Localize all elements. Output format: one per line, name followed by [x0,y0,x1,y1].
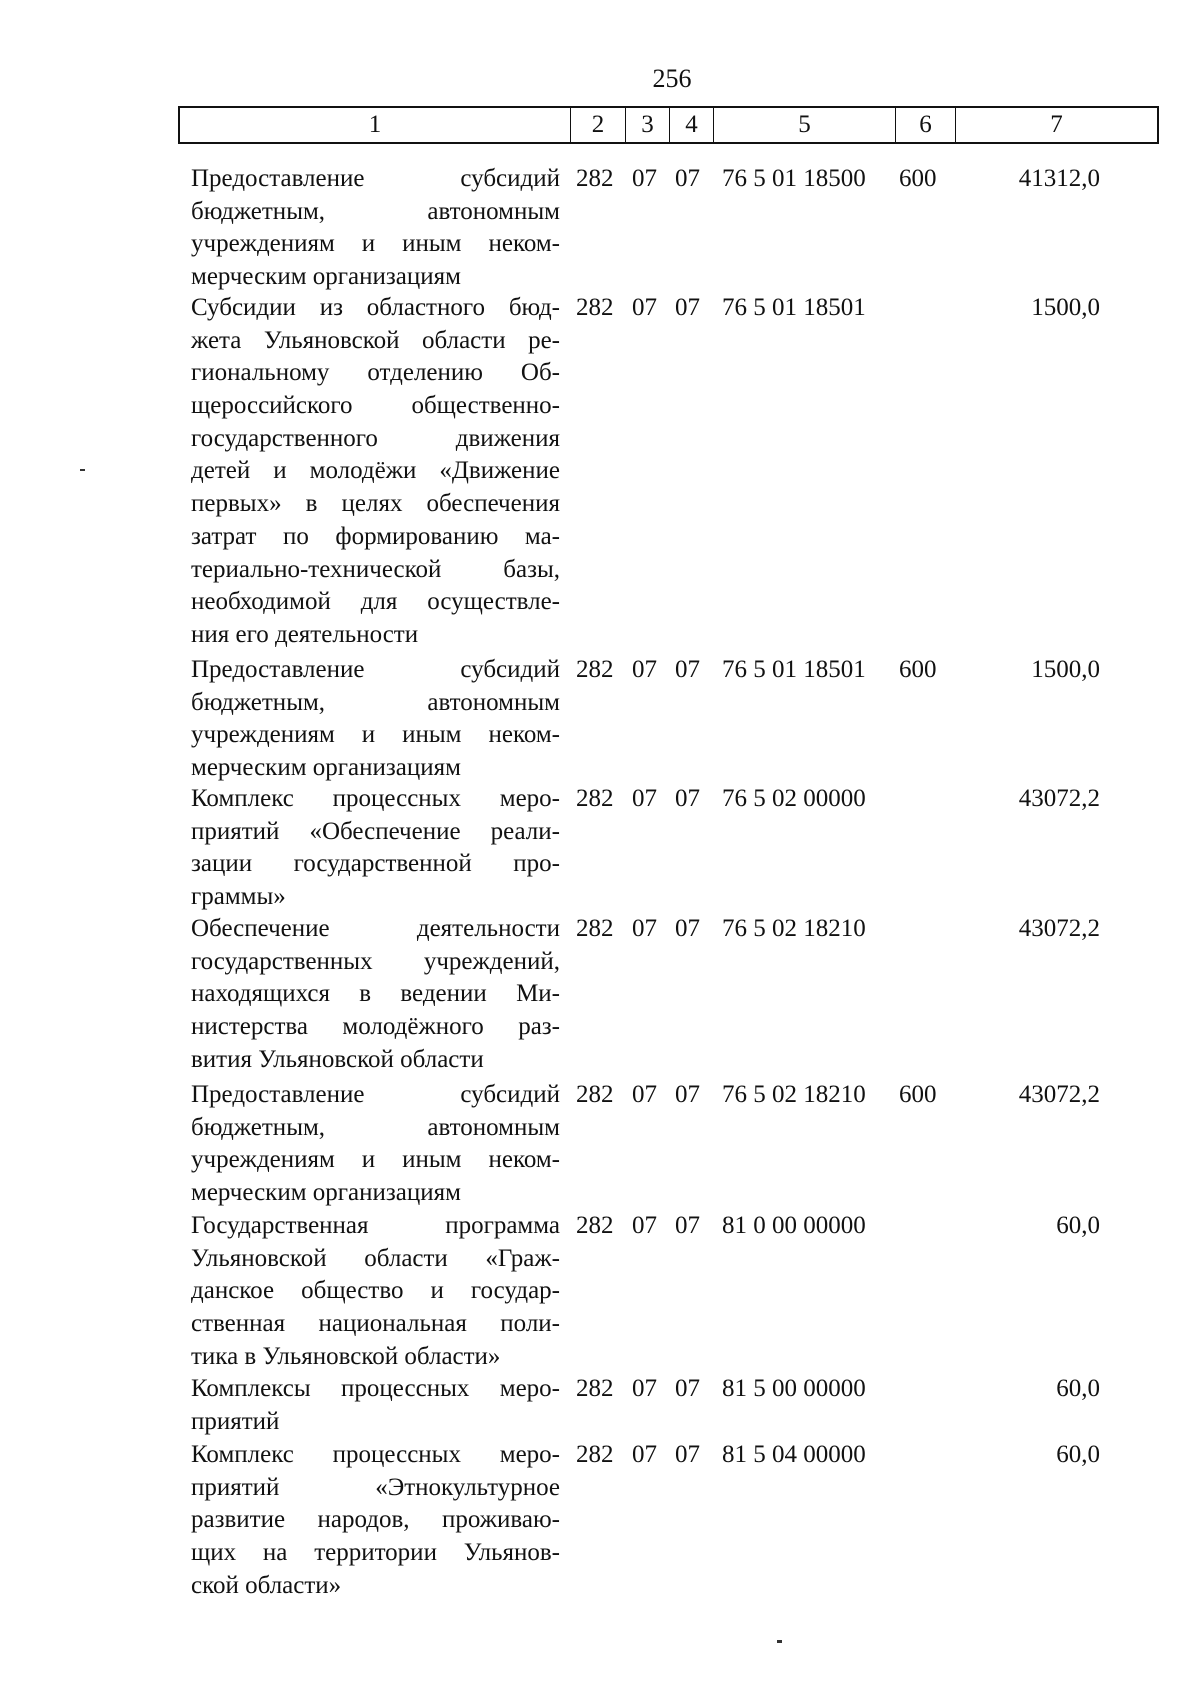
target-article-code: 76 5 01 18501 [722,294,866,321]
description-line: Государственная программа [191,1212,560,1239]
ministry-code: 282 [576,1081,614,1108]
description-line: Комплекс процессных меро- [191,785,560,812]
description-line: нистерства молодёжного раз- [191,1013,560,1041]
row-description [191,783,560,914]
page-number: 256 [652,64,692,93]
section-code: 07 [632,1441,657,1468]
row-description [191,163,560,294]
description-line: государственных учреждений, [191,947,560,975]
description-line: жета Ульяновской области ре- [191,326,560,354]
subsection-code: 07 [675,1081,700,1108]
header-col-1: 1 [180,108,571,142]
row-description [191,913,560,1076]
ministry-code: 282 [576,1441,614,1468]
amount: 60,0 [1056,1441,1100,1468]
amount: 60,0 [1056,1212,1100,1239]
description-line: вития Ульяновской области [191,1045,484,1073]
description-line: тика в Ульяновской области» [191,1342,501,1370]
description-line: детей и молодёжи «Движение [191,457,560,485]
section-code: 07 [632,656,657,683]
target-article-code: 76 5 02 18210 [722,915,866,942]
description-line: мерческим организациям [191,263,461,291]
expense-type-code: 600 [899,1081,937,1108]
amount: 1500,0 [1031,656,1100,683]
expense-type-code: 600 [899,656,937,683]
description-line: мерческим организациям [191,1179,461,1207]
target-article-code: 81 5 00 00000 [722,1375,866,1402]
expense-type-code: 600 [899,165,937,192]
subsection-code: 07 [675,785,700,812]
description-line: Предоставление субсидий [191,656,560,683]
header-col-2: 2 [571,108,626,142]
header-col-6: 6 [896,108,956,142]
ministry-code: 282 [576,165,614,192]
description-line: государственного движения [191,424,560,452]
description-line: необходимой для осуществле- [191,588,560,616]
header-col-5: 5 [714,108,896,142]
ministry-code: 282 [576,1212,614,1239]
section-code: 07 [632,785,657,812]
table-header [178,106,1159,144]
description-line: Обеспечение деятельности [191,915,560,942]
description-line: приятий «Обеспечение реали- [191,817,560,845]
header-col-4: 4 [670,108,714,142]
scan-speck [777,1640,782,1643]
target-article-code: 76 5 01 18501 [722,656,866,683]
description-line: ния его деятельности [191,620,419,648]
description-line: Субсидии из областного бюд- [191,294,560,321]
description-line: ственная национальная поли- [191,1310,560,1338]
description-line: учреждениям и иным неком- [191,1146,560,1174]
subsection-code: 07 [675,1375,700,1402]
description-line: бюджетным, автономным [191,197,560,225]
row-description [191,1373,560,1438]
ministry-code: 282 [576,915,614,942]
section-code: 07 [632,1212,657,1239]
subsection-code: 07 [675,165,700,192]
target-article-code: 76 5 02 18210 [722,1081,866,1108]
header-col-3: 3 [626,108,670,142]
subsection-code: 07 [675,294,700,321]
amount: 60,0 [1056,1375,1100,1402]
row-description [191,1079,560,1210]
description-line: учреждениям и иным неком- [191,230,560,258]
description-line: граммы» [191,883,286,911]
description-line: щих на территории Ульянов- [191,1539,560,1567]
subsection-code: 07 [675,1212,700,1239]
section-code: 07 [632,294,657,321]
amount: 43072,2 [1018,785,1100,812]
description-line: Ульяновской области «Граж- [191,1244,560,1272]
section-code: 07 [632,915,657,942]
amount: 43072,2 [1018,915,1100,942]
target-article-code: 81 5 04 00000 [722,1441,866,1468]
scan-speck [80,469,85,471]
subsection-code: 07 [675,1441,700,1468]
target-article-code: 81 0 00 00000 [722,1212,866,1239]
ministry-code: 282 [576,785,614,812]
row-description [191,292,560,652]
description-line: Комплексы процессных меро- [191,1375,560,1402]
description-line: мерческим организациям [191,754,461,782]
header-col-7: 7 [1050,111,1063,138]
description-line: затрат по формированию ма- [191,522,560,550]
description-line: находящихся в ведении Ми- [191,980,560,1008]
description-line: териально-технической базы, [191,555,560,583]
description-line: приятий [191,1407,280,1435]
description-line: Комплекс процессных меро- [191,1441,560,1468]
description-line: Предоставление субсидий [191,1081,560,1108]
target-article-code: 76 5 02 00000 [722,785,866,812]
amount: 1500,0 [1031,294,1100,321]
description-line: бюджетным, автономным [191,1113,560,1141]
description-line: зации государственной про- [191,850,560,878]
subsection-code: 07 [675,656,700,683]
description-line: ской области» [191,1571,342,1599]
description-line: данское общество и государ- [191,1277,560,1305]
amount: 43072,2 [1018,1081,1100,1108]
description-line: Предоставление субсидий [191,165,560,192]
description-line: развитие народов, проживаю- [191,1506,560,1534]
row-description [191,1210,560,1373]
amount: 41312,0 [1018,165,1100,192]
description-line: гиональному отделению Об- [191,359,560,387]
target-article-code: 76 5 01 18500 [722,165,866,192]
ministry-code: 282 [576,1375,614,1402]
section-code: 07 [632,1081,657,1108]
section-code: 07 [632,1375,657,1402]
description-line: учреждениям и иным неком- [191,721,560,749]
description-line: бюджетным, автономным [191,688,560,716]
ministry-code: 282 [576,294,614,321]
row-description [191,654,560,785]
description-line: приятий «Этнокультурное [191,1473,560,1501]
ministry-code: 282 [576,656,614,683]
row-description [191,1439,560,1602]
subsection-code: 07 [675,915,700,942]
description-line: щероссийского общественно- [191,392,560,420]
description-line: первых» в целях обеспечения [191,490,560,518]
section-code: 07 [632,165,657,192]
